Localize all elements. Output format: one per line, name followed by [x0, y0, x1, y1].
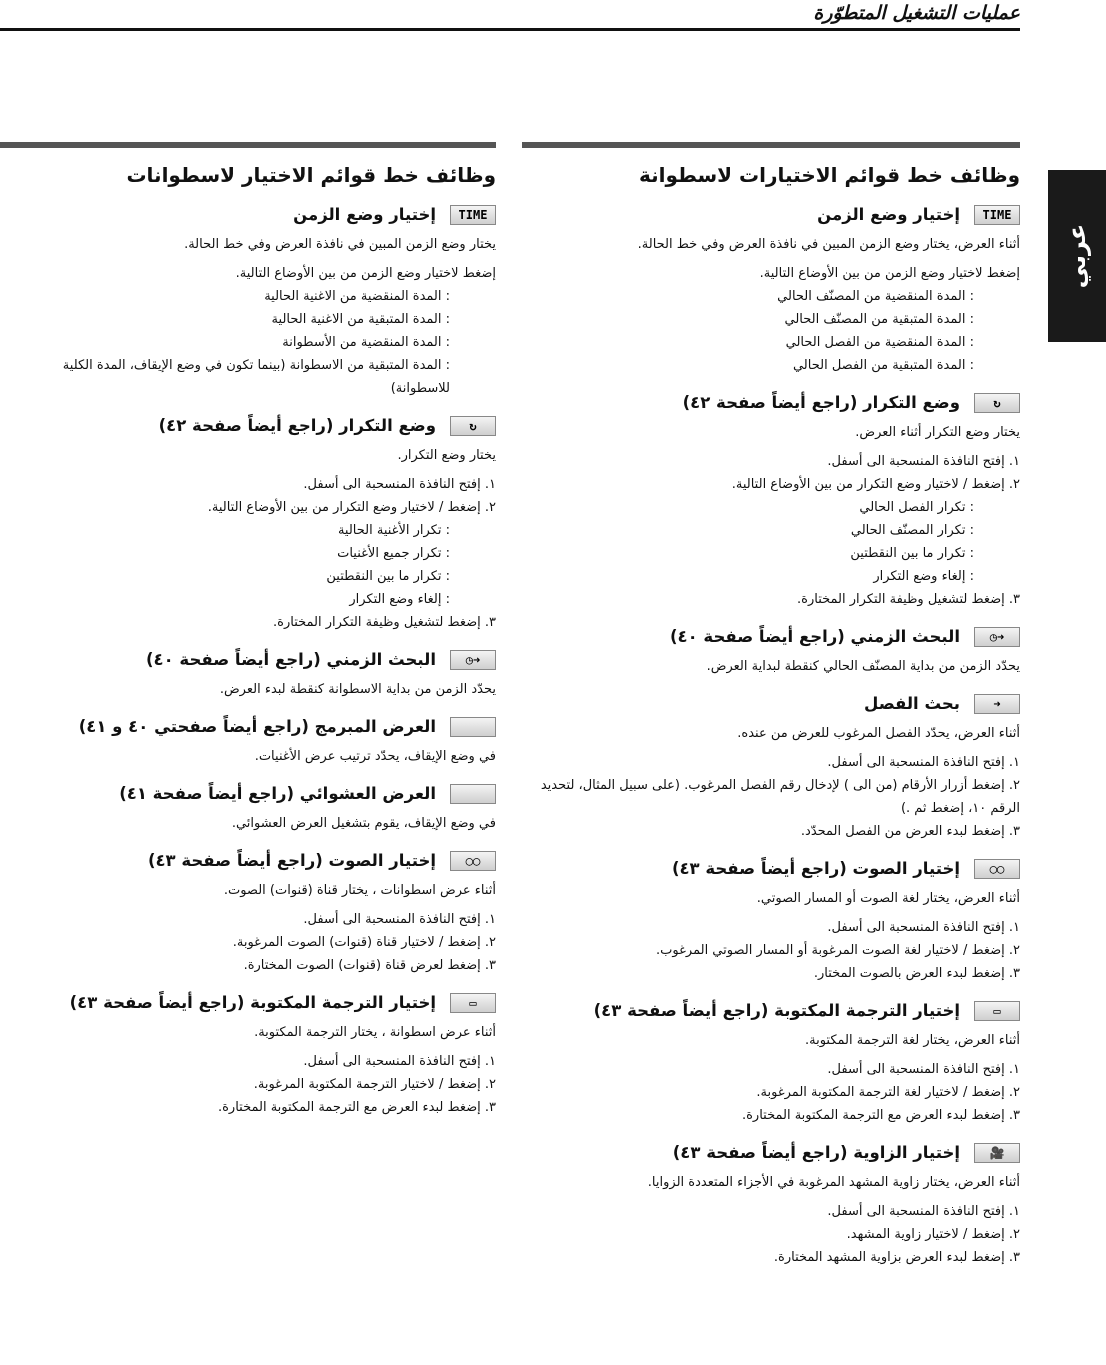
section-title: إختيار الصوت (راجع أيضاً صفحة ٤٣)	[147, 851, 436, 870]
section-title: إختيار الترجمة المكتوبة (راجع أيضاً صفحة ٤٣)	[593, 1001, 960, 1020]
section-title: العرض العشوائي (راجع أيضاً صفحة ٤١)	[119, 784, 436, 803]
mode-option: : المدة المتبقية من الاغنية الحالية	[271, 312, 450, 327]
function-section	[522, 624, 1020, 678]
function-badge-icon: ◯◯	[450, 851, 496, 871]
column-rule	[0, 142, 496, 148]
step-list	[522, 1200, 1020, 1269]
step-list	[522, 751, 1020, 843]
function-section	[522, 202, 1020, 377]
function-section	[0, 647, 496, 701]
function-badge-icon: ◯◯	[974, 859, 1020, 879]
function-section	[0, 714, 496, 768]
section-heading	[522, 624, 1020, 650]
step-item: ٢. إضغط / لاختيار الترجمة المكتوبة المرغوبة.	[253, 1077, 496, 1092]
section-heading	[0, 647, 496, 673]
step-list	[0, 262, 496, 400]
section-title: البحث الزمني (راجع أيضاً صفحة ٤٠)	[145, 650, 436, 669]
step-item: ٢. إضغط / لاختيار وضع التكرار من بين الأوضاع التالية.	[207, 500, 496, 515]
section-description: يختار وضع الزمن المبين في نافذة العرض وفي خط الحالة.	[184, 237, 496, 252]
language-tab-label: عربي	[1063, 223, 1091, 289]
mode-option: : المدة المنقضية من الاغنية الحالية	[264, 289, 450, 304]
section-heading	[522, 1140, 1020, 1166]
step-item: ٣. إضغط لبدء العرض مع الترجمة المكتوبة المختارة.	[217, 1100, 496, 1115]
function-section	[0, 781, 496, 835]
section-heading	[0, 202, 496, 228]
step-list	[0, 473, 496, 634]
section-heading	[0, 990, 496, 1016]
right-column	[522, 142, 1020, 1282]
left-sections	[0, 202, 496, 1119]
section-heading	[0, 413, 496, 439]
function-badge-icon: ◷➜	[974, 627, 1020, 647]
mode-options	[0, 519, 450, 611]
mode-option: : تكرار ما بين النقطتين	[850, 546, 974, 561]
step-item: ١. إفتح النافذة المنسحبة الى أسفل.	[827, 755, 1020, 770]
step-item: ٣. إضغط لبدء العرض بزاوية المشهد المختارة.	[773, 1250, 1020, 1265]
mode-option: : المدة المتبقية من الفصل الحالي	[792, 358, 974, 373]
section-title: بحث الفصل	[863, 694, 960, 713]
step-list	[522, 450, 1020, 611]
step-item: ٣. إضغط لبدء العرض مع الترجمة المكتوبة المختارة.	[741, 1108, 1020, 1123]
section-description: أثناء العرض، يختار لغة الترجمة المكتوبة.	[804, 1033, 1020, 1048]
function-badge-icon: ➜	[974, 694, 1020, 714]
mode-option: : المدة المتبقية من المصنّف الحالي	[784, 312, 974, 327]
section-title: وضع التكرار (راجع أيضاً صفحة ٤٢)	[682, 393, 960, 412]
left-column	[0, 142, 496, 1132]
section-title: العرض المبرمج (راجع أيضاً صفحتي ٤٠ و ٤١)	[78, 717, 436, 736]
function-badge-icon: 🎥	[974, 1143, 1020, 1163]
column-rule	[522, 142, 1020, 148]
section-heading	[522, 202, 1020, 228]
mode-option: : إلغاء وضع التكرار	[873, 569, 974, 584]
mode-options	[522, 496, 974, 588]
step-item: ٢. إضغط / لاختيار لغة الصوت المرغوبة أو المسار الصوتي المرغوب.	[656, 943, 1020, 958]
step-item: ٢. إضغط / لاختيار قناة (قنوات) الصوت المرغوبة.	[232, 935, 496, 950]
section-title: وضع التكرار (راجع أيضاً صفحة ٤٢)	[158, 416, 436, 435]
step-item: ١. إفتح النافذة المنسحبة الى أسفل.	[827, 1204, 1020, 1219]
section-title: إختيار وضع الزمن	[293, 205, 436, 224]
step-item: إضغط لاختيار وضع الزمن من بين الأوضاع التالية.	[759, 266, 1020, 281]
function-section	[0, 202, 496, 400]
header-rule	[0, 28, 1020, 31]
function-badge-icon: TIME	[974, 205, 1020, 225]
mode-option: : المدة المنقضية من الأسطوانة	[282, 335, 450, 350]
step-list	[522, 916, 1020, 985]
function-badge-icon: TIME	[450, 205, 496, 225]
step-list	[522, 262, 1020, 377]
section-description: أثناء العرض، يختار لغة الصوت أو المسار الصوتي.	[756, 891, 1020, 906]
section-heading	[0, 781, 496, 807]
language-tab	[1048, 170, 1106, 342]
step-list	[0, 908, 496, 977]
step-item: ٣. إضغط لتشغيل وظيفة التكرار المختارة.	[273, 615, 496, 630]
mode-option: : المدة المتبقية من الاسطوانة (بينما تكون في وضع الإيقاف، المدة الكلية للاسطوانة)	[62, 358, 450, 396]
section-title: إختيار الترجمة المكتوبة (راجع أيضاً صفحة ٤٣)	[69, 993, 436, 1012]
section-title: إختيار الزاوية (راجع أيضاً صفحة ٤٣)	[672, 1143, 960, 1162]
mode-option: : المدة المنقضية من المصنّف الحالي	[777, 289, 974, 304]
step-item: ٢. إضغط / لاختيار زاوية المشهد.	[846, 1227, 1020, 1242]
column-title: وظائف خط قوائم الاختيارات لاسطوانة	[638, 163, 1020, 187]
function-section	[0, 413, 496, 634]
section-title: إختيار وضع الزمن	[817, 205, 960, 224]
section-heading	[522, 856, 1020, 882]
function-section	[0, 848, 496, 977]
step-item: ١. إفتح النافذة المنسحبة الى أسفل.	[303, 912, 496, 927]
mode-option: : المدة المنقضية من الفصل الحالي	[785, 335, 974, 350]
function-badge-icon: ↻	[450, 416, 496, 436]
function-section	[0, 990, 496, 1119]
function-section	[522, 998, 1020, 1127]
mode-option: : تكرار جميع الأغنيات	[337, 546, 450, 561]
section-description: أثناء العرض، يختار وضع الزمن المبين في نافذة العرض وفي خط الحالة.	[637, 237, 1020, 252]
right-sections	[522, 202, 1020, 1269]
function-badge-icon	[450, 717, 496, 737]
function-section	[522, 1140, 1020, 1269]
section-heading	[522, 998, 1020, 1024]
page-header: عمليات التشغيل المتطوّرة	[813, 2, 1020, 24]
section-heading	[522, 691, 1020, 717]
step-item: ٣. إضغط لبدء العرض بالصوت المختار.	[813, 966, 1020, 981]
mode-option: : تكرار ما بين النقطتين	[326, 569, 450, 584]
section-heading	[0, 848, 496, 874]
mode-option: : تكرار الأغنية الحالية	[337, 523, 450, 538]
step-item: ١. إفتح النافذة المنسحبة الى أسفل.	[827, 920, 1020, 935]
section-description: في وضع الإيقاف، يقوم بتشغيل العرض العشوائي.	[231, 816, 496, 831]
column-title: وظائف خط قوائم الاختيار لاسطوانات	[126, 163, 496, 187]
section-description: يحدّد الزمن من بداية الاسطوانة كنقطة لبدء العرض.	[219, 682, 496, 697]
section-description: في وضع الإيقاف، يحدّد ترتيب عرض الأغنيات.	[254, 749, 496, 764]
step-item: ٢. إضغط / لاختيار وضع التكرار من بين الأوضاع التالية.	[731, 477, 1020, 492]
mode-option: : إلغاء وضع التكرار	[349, 592, 450, 607]
section-title: البحث الزمني (راجع أيضاً صفحة ٤٠)	[669, 627, 960, 646]
mode-options	[0, 285, 450, 400]
step-item: ٣. إضغط لبدء العرض من الفصل المحدّد.	[800, 824, 1020, 839]
step-list	[0, 1050, 496, 1119]
function-badge-icon	[450, 784, 496, 804]
function-badge-icon: ▭	[450, 993, 496, 1013]
step-item: ٢. إضغط / لاختيار لغة الترجمة المكتوبة المرغوبة.	[756, 1085, 1020, 1100]
mode-option: : تكرار المصنّف الحالي	[850, 523, 974, 538]
step-item: إضغط لاختيار وضع الزمن من بين الأوضاع التالية.	[235, 266, 496, 281]
function-badge-icon: ◷➜	[450, 650, 496, 670]
section-description: أثناء العرض، يحدّد الفصل المرغوب للعرض من عنده.	[737, 726, 1020, 741]
step-item: ١. إفتح النافذة المنسحبة الى أسفل.	[827, 454, 1020, 469]
section-title: إختيار الصوت (راجع أيضاً صفحة ٤٣)	[671, 859, 960, 878]
mode-options	[522, 285, 974, 377]
step-item: ١. إفتح النافذة المنسحبة الى أسفل.	[303, 1054, 496, 1069]
step-list	[522, 1058, 1020, 1127]
section-description: يختار وضع التكرار أثناء العرض.	[855, 425, 1020, 440]
function-section	[522, 856, 1020, 985]
section-heading	[522, 390, 1020, 416]
section-description: يحدّد الزمن من بداية المصنّف الحالي كنقطة لبداية العرض.	[706, 659, 1020, 674]
function-section	[522, 691, 1020, 843]
function-section	[522, 390, 1020, 611]
section-description: يختار وضع التكرار.	[397, 448, 496, 463]
section-description: أثناء عرض اسطوانات ، يختار قناة (قنوات) الصوت.	[223, 883, 496, 898]
step-item: ١. إفتح النافذة المنسحبة الى أسفل.	[827, 1062, 1020, 1077]
mode-option: : تكرار الفصل الحالي	[859, 500, 974, 515]
section-description: أثناء العرض، يختار زاوية المشهد المرغوبة في الأجزاء المتعددة الزوايا.	[647, 1175, 1020, 1190]
function-badge-icon: ↻	[974, 393, 1020, 413]
section-description: أثناء عرض اسطوانة ، يختار الترجمة المكتوبة.	[254, 1025, 496, 1040]
function-badge-icon: ▭	[974, 1001, 1020, 1021]
section-heading	[0, 714, 496, 740]
step-item: ١. إفتح النافذة المنسحبة الى أسفل.	[303, 477, 496, 492]
step-item: ٣. إضغط لتشغيل وظيفة التكرار المختارة.	[797, 592, 1020, 607]
step-item: ٣. إضغط لعرض قناة (قنوات) الصوت المختارة.	[243, 958, 496, 973]
step-item: ٢. إضغط أزرار الأرقام (من الى ) لإدخال رقم الفصل المرغوب. (على سبيل المثال، لتحديد الرقم ١٠، إضغط ثم .)	[540, 778, 1020, 816]
